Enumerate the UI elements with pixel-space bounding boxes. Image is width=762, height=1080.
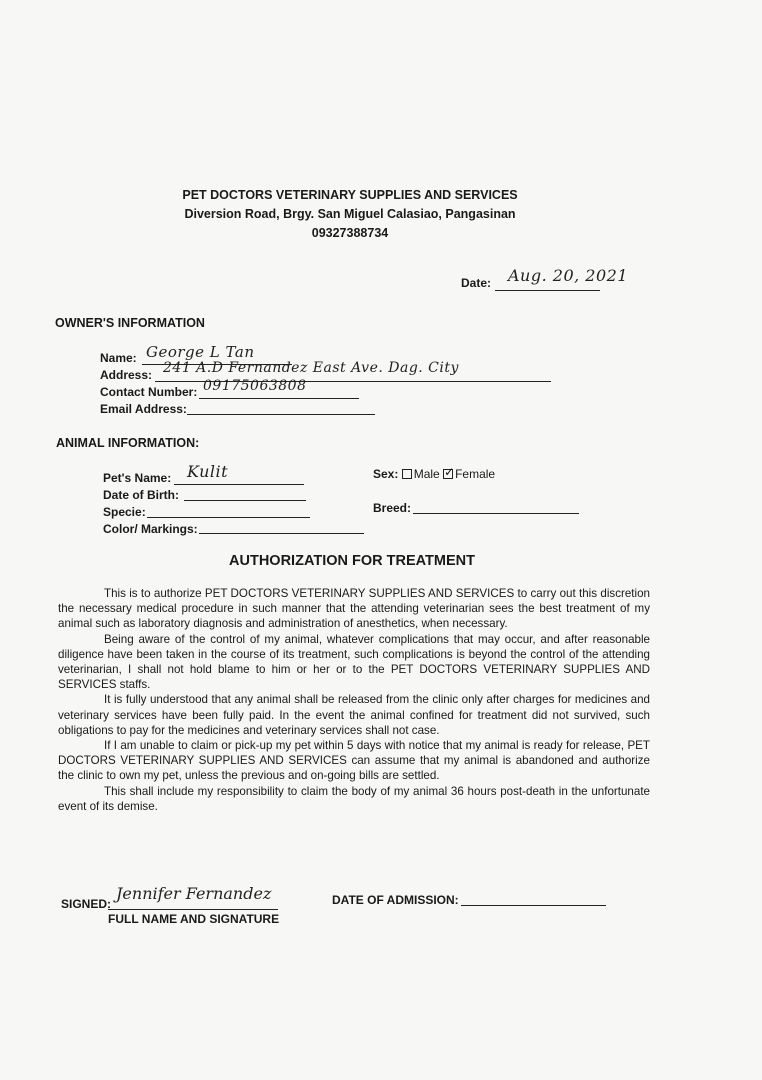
authorization-paragraph: This is to authorize PET DOCTORS VETERINARY SUPPLIES AND SERVICES to carry out this discretion the necessary medical procedure in such manner that the attending veterinarian sees the best treatment of my animal such as laboratory diagnosis and administration of anesthetics, when necessary. xyxy=(58,587,650,631)
authorization-paragraph: This shall include my responsibility to claim the body of my animal 36 hours post-death in the unfortunate event of its demise. xyxy=(58,784,650,813)
breed-line[interactable] xyxy=(413,513,579,514)
color-line[interactable] xyxy=(199,533,364,534)
pet-name-value[interactable]: Kulit xyxy=(187,462,229,481)
authorization-paragraph: If I am unable to claim or pick-up my pet within 5 days with notice that my animal is ready for release, PET DOCTORS VETERINARY SUPPLIES AND SERVICES can assume that my animal is abandoned and authorize the clinic to own my pet, unless the previous and on-going bills are settled. xyxy=(58,739,650,783)
sex-label: Sex: xyxy=(373,467,399,481)
pet-name-line xyxy=(174,484,304,485)
clinic-header xyxy=(0,186,700,243)
owner-name-label: Name: xyxy=(100,351,137,365)
owner-address-label: Address: xyxy=(100,368,153,382)
dob-line[interactable] xyxy=(184,500,306,501)
sex-field xyxy=(373,467,495,481)
authorization-paragraph: Being aware of the control of my animal, whatever complications that may occur, and after reasonable diligence have been taken in the course of its treatment, such complications is beyond the control of the attending veterinarian, I shall not hold blame to him or her or to the PET DOCTORS VETERINARY SUPPLIES AND SERVICES staffs. xyxy=(58,632,650,692)
owner-heading: OWNER'S INFORMATION xyxy=(55,316,205,330)
email-line[interactable] xyxy=(187,414,375,415)
email-label: Email Address: xyxy=(100,402,187,416)
contact-value[interactable]: 09175063808 xyxy=(203,378,307,394)
dob-label: Date of Birth: xyxy=(103,488,179,502)
clinic-name: PET DOCTORS VETERINARY SUPPLIES AND SERVICES xyxy=(182,188,518,202)
authorization-title: AUTHORIZATION FOR TREATMENT xyxy=(229,553,475,569)
date-value[interactable]: Aug. 20, 2021 xyxy=(508,266,629,285)
date-line xyxy=(495,290,600,291)
breed-label: Breed: xyxy=(373,501,412,515)
contact-line xyxy=(199,398,359,399)
clinic-phone: 09327388734 xyxy=(311,226,389,240)
specie-line[interactable] xyxy=(147,517,310,518)
contact-label: Contact Number: xyxy=(100,385,198,399)
clinic-address: Diversion Road, Brgy. San Miguel Calasiao, Pangasinan xyxy=(184,207,516,221)
authorization-paragraph: It is fully understood that any animal shall be released from the clinic only after charges for medicines and veterinary services have been fully paid. In the event the animal confined for treatment did not survived, such obligations to pay for the medicines and veterinary services shall not case. xyxy=(58,693,650,737)
male-label: Male xyxy=(413,467,440,481)
owner-name-value[interactable]: George L Tan xyxy=(146,343,255,361)
admission-label: DATE OF ADMISSION: xyxy=(332,893,459,907)
male-checkbox[interactable] xyxy=(402,469,412,479)
signature-line xyxy=(108,909,278,910)
signature-handwriting[interactable]: Jennifer Fernandez xyxy=(116,884,272,903)
color-label: Color/ Markings: xyxy=(103,522,198,536)
admission-line[interactable] xyxy=(461,905,606,906)
pet-name-label: Pet's Name: xyxy=(103,471,172,485)
female-label: Female xyxy=(455,467,496,481)
animal-heading: ANIMAL INFORMATION: xyxy=(56,436,200,450)
owner-address-value[interactable]: 241 A.D Fernandez East Ave. Dag. City xyxy=(163,360,459,376)
date-label: Date: xyxy=(461,276,492,290)
signed-label: SIGNED: xyxy=(61,897,112,911)
female-checkbox[interactable] xyxy=(443,469,453,479)
specie-label: Specie: xyxy=(103,505,146,519)
signature-caption: FULL NAME AND SIGNATURE xyxy=(108,912,280,926)
authorization-body xyxy=(58,586,650,814)
